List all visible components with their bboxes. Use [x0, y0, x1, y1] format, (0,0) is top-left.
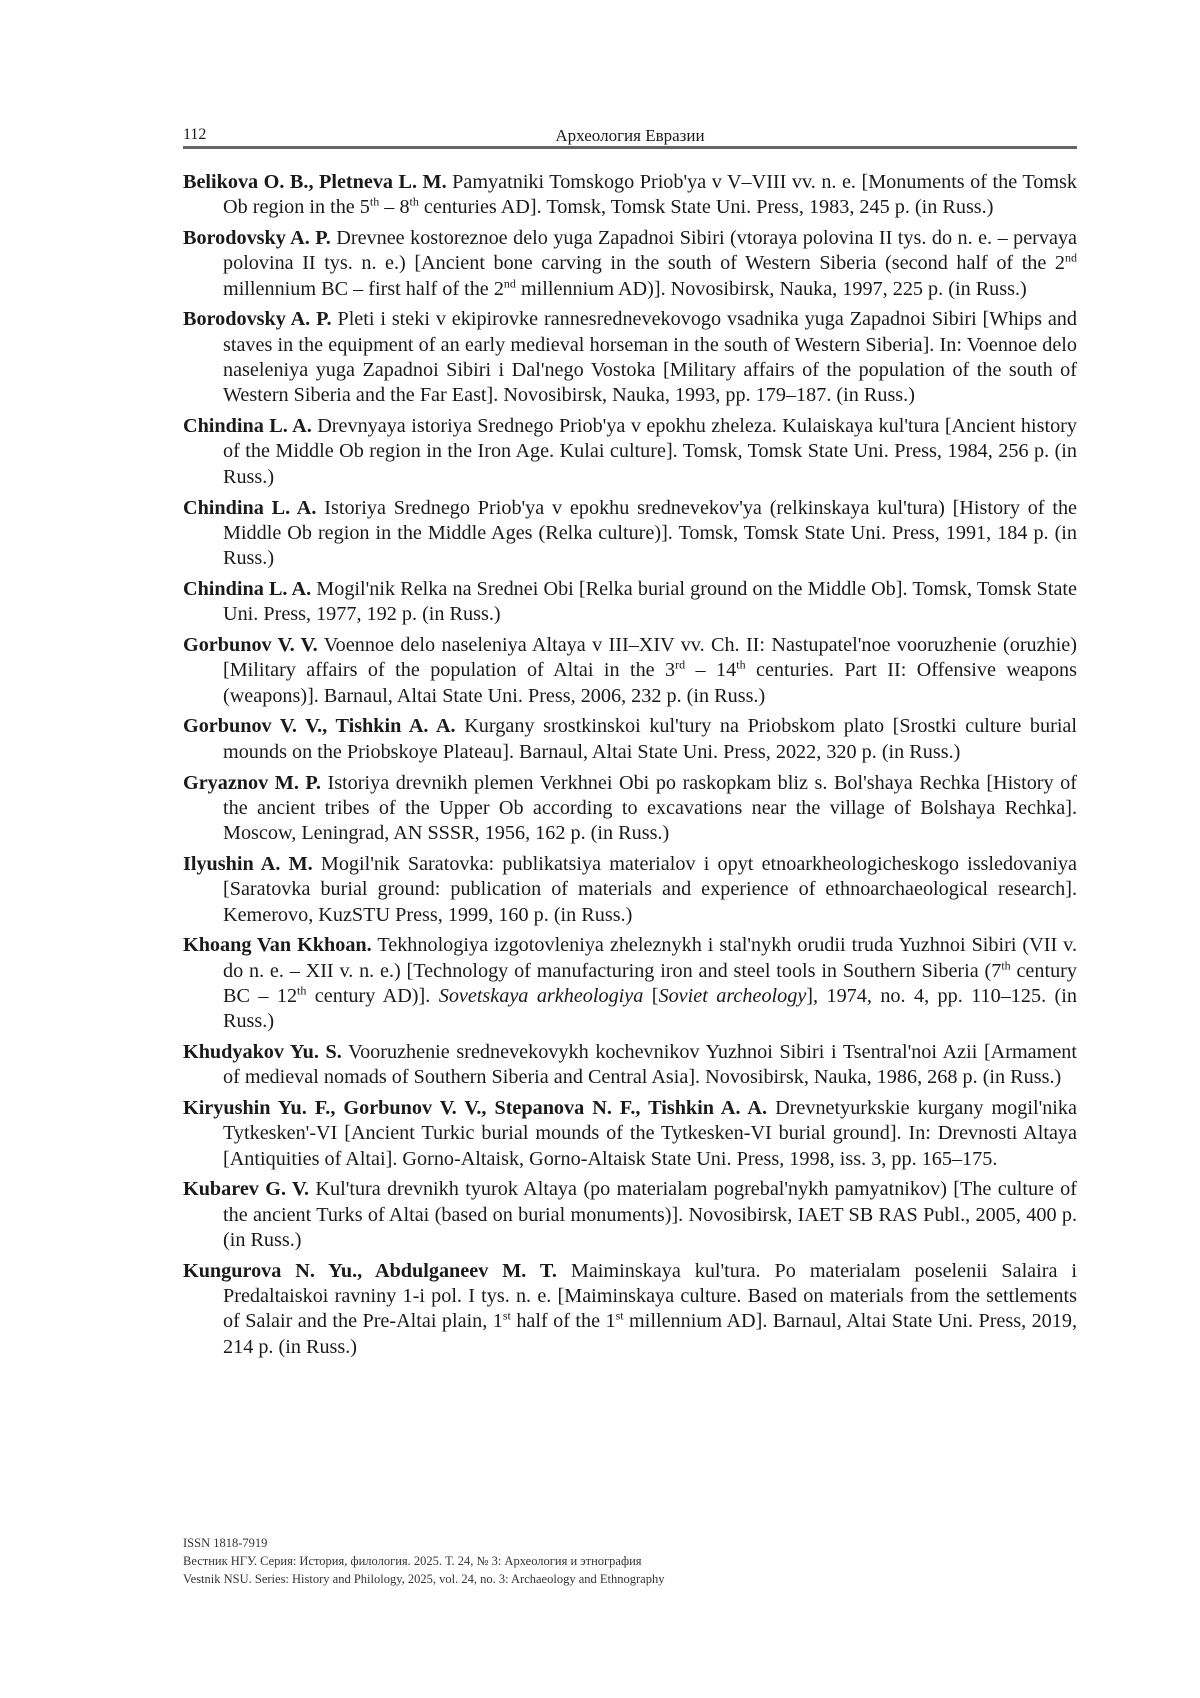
reference-authors: Gorbunov V. V. — [183, 634, 318, 657]
header-rule — [183, 146, 1077, 149]
reference-item: Kungurova N. Yu., Abdulganeev M. T. Maiminskaya kul'tura. Po materialam poselenii Salaira i Predaltaiskoi ravniny 1-i pol. I tys. n. e. [Maiminskaya culture. Based on materials from the settlements of Salair and the Pre-Altai plain, 1st half of the 1st millennium AD]. Barnaul, Altai State Uni. Press, 2019, 214 p. (in Russ.) — [183, 1259, 1077, 1358]
reference-authors: Ilyushin A. M. — [183, 852, 313, 875]
reference-item: Gorbunov V. V., Tishkin A. A. Kurgany srostkinskoi kul'tury na Priobskom plato [Srostki culture burial mounds on the Priobskoye Plateau]. Barnaul, Altai State Uni. Press, 2022, 320 p. (in Russ.) — [183, 715, 1077, 763]
reference-authors: Chindina L. A. — [183, 577, 312, 600]
reference-item: Khudyakov Yu. S. Vooruzhenie srednevekovykh kochevnikov Yuzhnoi Sibiri i Tsentral'noi Azii [Armament of medieval nomads of Southern Siberia and Central Asia]. Novosibirsk, Nauka, 1986, 268 p. (in Russ.) — [183, 1041, 1077, 1089]
reference-authors: Chindina L. A. — [183, 496, 317, 519]
reference-item: Borodovsky A. P. Pleti i steki v ekipirovke rannesrednevekovogo vsadnika yuga Zapadnoi Sibiri [Whips and staves in the equipment of an early medieval horseman in the south of Western Siberia]. In: Voennoe delo naseleniya yuga Zapadnoi Sibiri i Dal'nego Vostoka [Military affairs of the population of the south of Western Siberia and the Far East]. Novosibirsk, Nauka, 1993, pp. 179–187. (in Russ.) — [183, 308, 1077, 407]
reference-item: Belikova O. B., Pletneva L. M. Pamyatniki Tomskogo Priob'ya v V–VIII vv. n. e. [Monuments of the Tomsk Ob region in the 5th – 8th centuries AD]. Tomsk, Tomsk State Uni. Press, 1983, 245 p. (in Russ.) — [183, 171, 1077, 219]
reference-item: Kiryushin Yu. F., Gorbunov V. V., Stepanova N. F., Tishkin A. A. Drevnetyurkskie kurgany mogil'nika Tytkesken'-VI [Ancient Turkic burial mounds of the Tytkesken-VI burial ground]. In: Drevnosti Altaya [Antiquities of Altai]. Gorno-Altaisk, Gorno-Altaisk State Uni. Press, 1998, iss. 3, pp. 165–175. — [183, 1097, 1077, 1170]
reference-authors: Gryaznov M. P. — [183, 771, 321, 794]
reference-authors: Chindina L. A. — [183, 415, 312, 438]
reference-authors: Kungurova N. Yu., Abdulganeev M. T. — [183, 1259, 557, 1282]
reference-authors: Kubarev G. V. — [183, 1178, 310, 1201]
reference-item: Borodovsky A. P. Drevnee kostoreznoe delo yuga Zapadnoi Sibiri (vtoraya polovina II tys. do n. e. – pervaya polovina II tys. n. e.) [Ancient bone carving in the south of Western Siberia (second half of the 2nd millennium BC – first half of the 2nd millennium AD)]. Novosibirsk, Nauka, 1997, 225 p. (in Russ.) — [183, 227, 1078, 300]
page-number: 112 — [183, 126, 207, 143]
reference-authors: Kiryushin Yu. F., Gorbunov V. V., Stepanova N. F., Tishkin A. A. — [183, 1097, 768, 1120]
page-header — [183, 126, 1077, 148]
footer-journal-ru: Вестник НГУ. Серия: История, филология. 2025. Т. 24, № 3: Археология и этнография — [183, 1554, 642, 1568]
running-title: Археология Евразии — [555, 126, 705, 145]
reference-authors: Borodovsky A. P. — [183, 227, 331, 250]
reference-item: Chindina L. A. Drevnyaya istoriya Srednego Priob'ya v epokhu zheleza. Kulaiskaya kul'tura [Ancient history of the Middle Ob region in the Iron Age. Kulai culture]. Tomsk, Tomsk State Uni. Press, 1984, 256 p. (in Russ.) — [183, 415, 1078, 488]
reference-authors: Borodovsky A. P. — [183, 308, 332, 331]
reference-item: Chindina L. A. Mogil'nik Relka na Srednei Obi [Relka burial ground on the Middle Ob]. Tomsk, Tomsk State Uni. Press, 1977, 192 p. (in Russ.) — [183, 577, 1078, 626]
reference-item: Gryaznov M. P. Istoriya drevnikh plemen Verkhnei Obi po raskopkam bliz s. Bol'shaya Rechka [History of the ancient tribes of the Upper Ob according to excavations near the village of Bolshaya Rechka]. Moscow, Leningrad, AN SSSR, 1956, 162 p. (in Russ.) — [183, 771, 1077, 845]
reference-authors: Gorbunov V. V., Tishkin A. A. — [183, 715, 456, 738]
reference-item: Kubarev G. V. Kul'tura drevnikh tyurok Altaya (po materialam pogrebal'nykh pamyatnikov) [The culture of the ancient Turks of Altai (based on burial monuments)]. Novosibirsk, IAET SB RAS Publ., 2005, 400 p. (in Russ.) — [183, 1178, 1077, 1252]
reference-item: Gorbunov V. V. Voennoe delo naseleniya Altaya v III–XIV vv. Ch. II: Nastupatel'noe vooruzhenie (oruzhie) [Military affairs of the population of Altai in the 3rd – 14th centuries. Part II: Offensive weapons (weapons)]. Barnaul, Altai State Uni. Press, 2006, 232 p. (in Russ.) — [183, 634, 1078, 707]
footer-journal-en: Vestnik NSU. Series: History and Philology, 2025, vol. 24, no. 3: Archaeology and Ethnography — [183, 1572, 665, 1586]
reference-item: Ilyushin A. M. Mogil'nik Saratovka: publikatsiya materialov i opyt etnoarkheologicheskogo issledovaniya [Saratovka burial ground: publication of materials and experience of ethnoarchaeological research]. Kemerovo, KuzSTU Press, 1999, 160 p. (in Russ.) — [183, 852, 1077, 926]
reference-authors: Belikova O. B., Pletneva L. M. — [183, 171, 447, 193]
page-footer — [183, 1534, 883, 1588]
reference-item: Khoang Van Kkhoan. Tekhnologiya izgotovleniya zheleznykh i stal'nykh orudii truda Yuzhnoi Sibiri (VII v. do n. e. – XII v. n. e.) [Technology of manufacturing iron and steel tools in Southern Siberia (7th century BC – 12th century AD)]. Sovetskaya arkheologiya [Soviet archeology], 1974, no. 4, pp. 110–125. (in Russ.) — [183, 934, 1077, 1033]
reference-authors: Khoang Van Kkhoan. — [183, 934, 372, 957]
reference-authors: Khudyakov Yu. S. — [183, 1041, 342, 1063]
reference-item: Chindina L. A. Istoriya Srednego Priob'ya v epokhu srednevekov'ya (relkinskaya kul'tura) [History of the Middle Ob region in the Middle Ages (Relka culture)]. Tomsk, Tomsk State Uni. Press, 1991, 184 p. (in Russ.) — [183, 496, 1078, 570]
reference-list — [183, 170, 1077, 1366]
footer-issn: ISSN 1818-7919 — [183, 1536, 268, 1550]
